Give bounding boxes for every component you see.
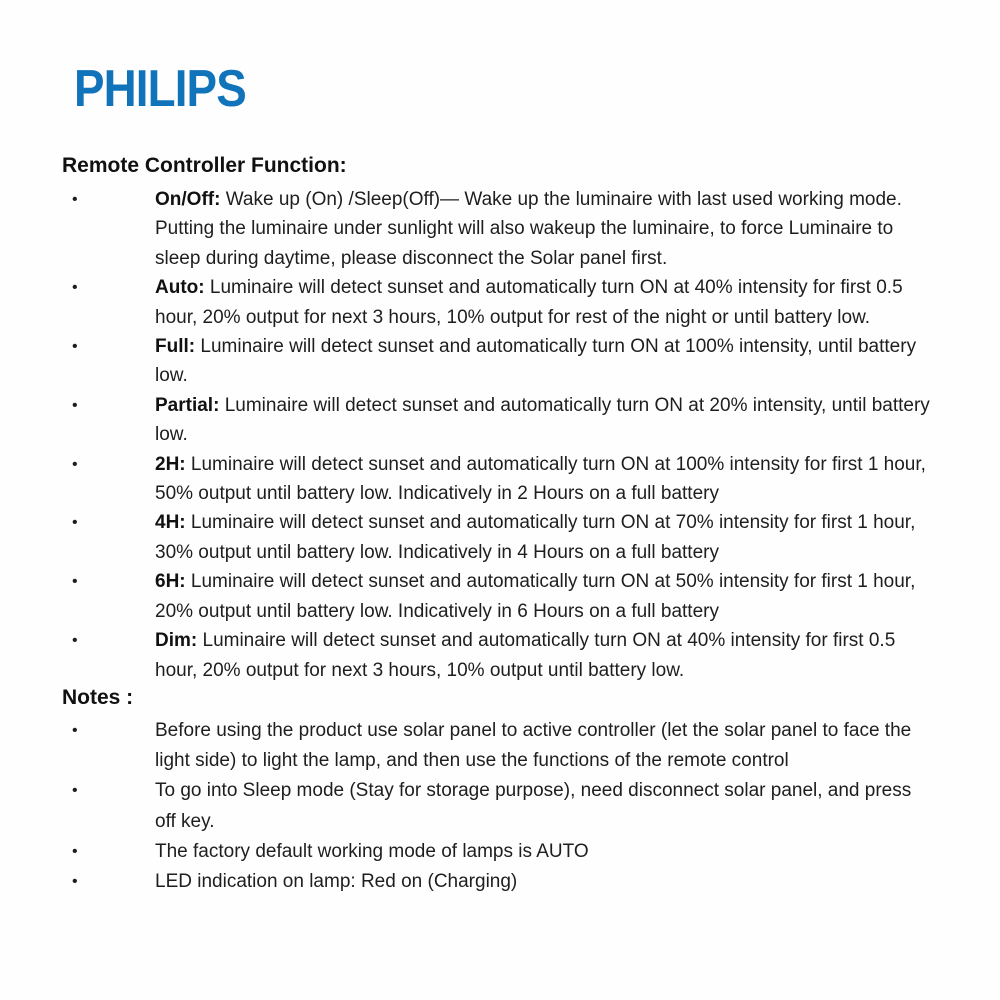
- list-item: [72, 391, 937, 450]
- bullet-icon: •: [72, 632, 78, 650]
- functions-section-heading: Remote Controller Function:: [62, 154, 347, 177]
- list-item-term: On/Off:: [155, 189, 226, 210]
- list-item-text: LED indication on lamp: Red on (Charging): [155, 870, 518, 892]
- list-item-text: To go into Sleep mode (Stay for storage purpose), need disconnect solar panel, and press off key.: [155, 780, 912, 832]
- notes-list: [72, 716, 937, 897]
- bullet-icon: •: [72, 782, 78, 800]
- list-item: [72, 837, 937, 867]
- list-item-description: Wake up (On) /Sleep(Off)— Wake up the luminaire with last used working mode. Putting the luminaire under sunlight will also wakeup the luminaire, to force Luminaire to sleep during daytime, please disconnect the Solar panel first.: [155, 189, 902, 269]
- notes-section-heading: Notes :: [62, 685, 134, 709]
- list-item-text: The factory default working mode of lamps is AUTO: [155, 840, 589, 862]
- list-item: [72, 332, 937, 391]
- list-item-description: Luminaire will detect sunset and automatically turn ON at 40% intensity for first 0.5 hour, 20% output for next 3 hours, 10% output until battery low.: [155, 630, 896, 681]
- list-item-term: 2H:: [155, 453, 191, 475]
- list-item-text: [155, 185, 935, 273]
- bullet-icon: •: [72, 721, 78, 739]
- list-item-description: Luminaire will detect sunset and automatically turn ON at 100% intensity, until battery low.: [155, 336, 917, 387]
- list-item-description: Luminaire will detect sunset and automatically turn ON at 70% intensity for first 1 hour, 30% output until battery low. Indicatively in 4 Hours on a full battery: [155, 512, 916, 563]
- list-item-term: Dim:: [155, 630, 203, 652]
- bullet-icon: •: [72, 872, 78, 890]
- bullet-icon: •: [72, 279, 78, 297]
- list-item-text: [155, 391, 935, 450]
- list-item: [72, 716, 937, 776]
- list-item: [72, 508, 937, 567]
- bullet-icon: •: [72, 573, 78, 591]
- list-item-term: Partial:: [155, 394, 225, 416]
- list-item: [72, 626, 937, 685]
- list-item: [72, 776, 937, 836]
- list-item-text: [155, 450, 935, 509]
- bullet-icon: •: [72, 842, 78, 860]
- functions-list: [72, 185, 937, 685]
- list-item-term: 6H:: [155, 571, 191, 593]
- bullet-icon: •: [72, 396, 78, 414]
- list-item-text: [155, 508, 935, 567]
- bullet-icon: •: [72, 338, 78, 356]
- list-item-description: Luminaire will detect sunset and automatically turn ON at 100% intensity for first 1 hour, 50% output until battery low. Indicatively in 2 Hours on a full battery: [155, 453, 926, 505]
- list-item-text: [155, 273, 935, 332]
- list-item-term: 4H:: [155, 512, 191, 534]
- philips-logo: PHILIPS: [74, 60, 246, 118]
- list-item-term: Auto:: [155, 277, 210, 299]
- bullet-icon: •: [72, 514, 78, 532]
- list-item-description: Luminaire will detect sunset and automatically turn ON at 50% intensity for first 1 hour, 20% output until battery low. Indicatively in 6 Hours on a full battery: [155, 571, 916, 622]
- list-item-text: [155, 567, 935, 626]
- list-item: [72, 867, 937, 897]
- list-item: [72, 185, 937, 273]
- list-item-text: [155, 332, 935, 391]
- list-item: [72, 567, 937, 626]
- list-item: [72, 273, 937, 332]
- list-item-description: Luminaire will detect sunset and automatically turn ON at 40% intensity for first 0.5 hour, 20% output for next 3 hours, 10% output for rest of the night or until battery low.: [155, 277, 903, 328]
- list-item-text: [155, 626, 935, 685]
- list-item-term: Full:: [155, 336, 201, 358]
- list-item-description: Luminaire will detect sunset and automatically turn ON at 20% intensity, until battery low.: [155, 394, 930, 446]
- list-item-text: Before using the product use solar panel to active controller (let the solar panel to face the light side) to light the lamp, and then use the functions of the remote control: [155, 719, 912, 772]
- bullet-icon: •: [72, 455, 78, 473]
- bullet-icon: •: [72, 191, 78, 208]
- list-item: [72, 450, 937, 509]
